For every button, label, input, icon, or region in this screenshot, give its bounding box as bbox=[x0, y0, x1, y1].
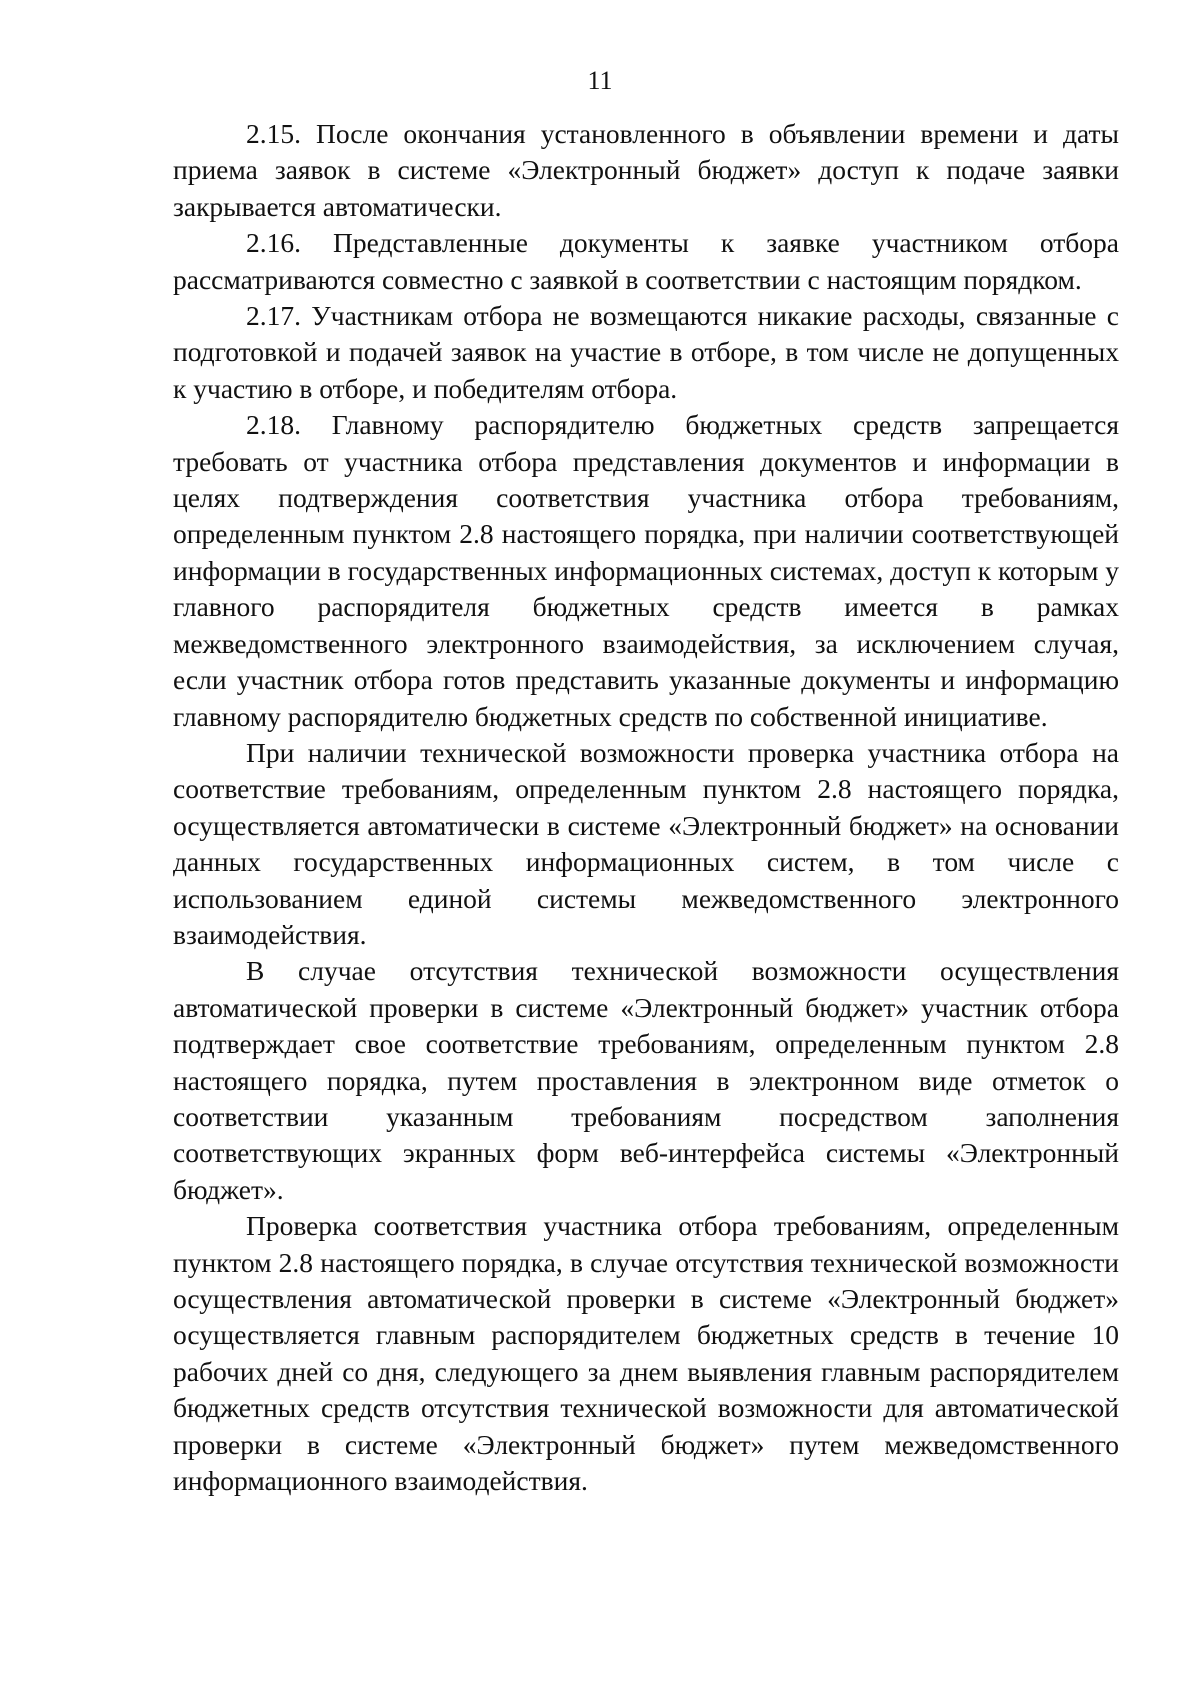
paragraph-2-16: 2.16. Представленные документы к заявке участником отбора рассматриваются совместно с заявкой в соответствии с настоящим порядком. bbox=[173, 227, 1119, 295]
document-body bbox=[173, 116, 1119, 1499]
page-number: 11 bbox=[587, 66, 613, 95]
paragraph-automatic-check: При наличии технической возможности проверка участника отбора на соответствие требованиям, определенным пунктом 2.8 настоящего порядка, осуществляется автоматически в системе «Электронный бюджет» на основании данных государственных информационных систем, в том числе с использованием единой системы межведомственного электронного взаимодействия. bbox=[173, 736, 1119, 950]
paragraph-2-17: 2.17. Участникам отбора не возмещаются никакие расходы, связанные с подготовкой и подачей заявок на участие в отборе, в том числе не допущенных к участию в отборе, и победителям отбора. bbox=[173, 300, 1119, 404]
paragraph-verification-deadline: Проверка соответствия участника отбора требованиям, определенным пунктом 2.8 настоящего порядка, в случае отсутствия технической возможности осуществления автоматической проверки в системе «Электронный бюджет» осуществляется главным распорядителем бюджетных средств в течение 10 рабочих дней со дня, следующего за днем выявления главным распорядителем бюджетных средств отсутствия технической возможности для автоматической проверки в системе «Электронный бюджет» путем межведомственного информационного взаимодействия. bbox=[173, 1210, 1119, 1497]
paragraph-manual-confirmation: В случае отсутствия технической возможности осуществления автоматической проверки в системе «Электронный бюджет» участник отбора подтверждает свое соответствие требованиям, определенным пунктом 2.8 настоящего порядка, путем проставления в электронном виде отметок о соответствии указанным требованиям посредством заполнения соответствующих экранных форм веб-интерфейса системы «Электронный бюджет». bbox=[173, 955, 1119, 1205]
paragraph-2-18: 2.18. Главному распорядителю бюджетных средств запрещается требовать от участника отбора представления документов и информации в целях подтверждения соответствия участника отбора требованиям, определенным пунктом 2.8 настоящего порядка, при наличии соответствующей информации в государственных информационных системах, доступ к которым у главного распорядителя бюджетных средств имеется в рамках межведомственного электронного взаимодействия, за исключением случая, если участник отбора готов представить указанные документы и информацию главному распорядителю бюджетных средств по собственной инициативе. bbox=[173, 409, 1119, 732]
paragraph-2-15: 2.15. После окончания установленного в объявлении времени и даты приема заявок в системе «Электронный бюджет» доступ к подаче заявки закрывается автоматически. bbox=[173, 118, 1119, 222]
